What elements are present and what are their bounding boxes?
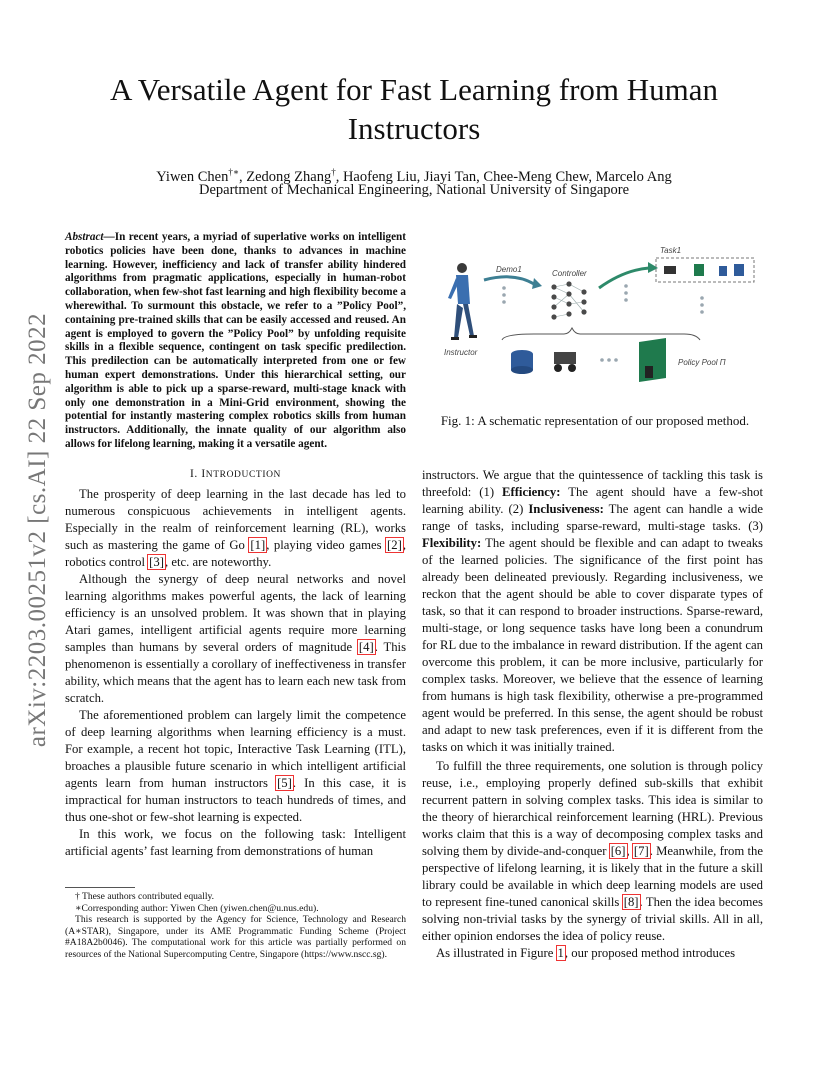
- citation-link[interactable]: [6]: [610, 844, 626, 858]
- task-skill-icons: [664, 264, 744, 276]
- bold-term-inclusiveness: Inclusiveness:: [528, 502, 604, 516]
- text-run: The agent can handle a wide range of tasks, including sparse-reward, multi-stage tasks. (3): [422, 502, 763, 533]
- text-run: . This phenomenon is essentially a corollary of ineffectiveness in transfer ability, which means that the agent has to learn each new task from scratch.: [65, 639, 407, 705]
- text-run: The agent should have a few-shot learning ability. (2): [422, 485, 763, 516]
- figure-caption: Fig. 1: A schematic representation of our proposed method.: [440, 413, 750, 428]
- text-run: ,: [626, 844, 633, 858]
- author-name: , Zedong Zhang: [238, 168, 332, 185]
- pool-brace: [502, 328, 700, 340]
- citation-link[interactable]: [5]: [277, 775, 292, 790]
- footnote-rule: [65, 887, 135, 888]
- author-name: Yiwen Chen: [156, 168, 229, 185]
- arxiv-identifier-text: arXiv:2203.00251v2 [cs.AI] 22 Sep 2022: [24, 312, 51, 748]
- demo-stack-dots: [502, 286, 506, 304]
- citation-link[interactable]: [1]: [250, 537, 266, 552]
- controller-nodes: [551, 281, 586, 319]
- right-paragraph-2: [422, 758, 763, 945]
- citation-link[interactable]: [7]: [633, 844, 649, 858]
- intro-paragraph-1: [65, 486, 406, 571]
- abstract-label: Abstract: [65, 231, 104, 243]
- figure-link[interactable]: 1: [557, 946, 564, 960]
- footnotes: [65, 887, 406, 961]
- citation-link[interactable]: [8]: [623, 895, 639, 909]
- intro-paragraph-4: In this work, we focus on the following task: Intelligent artificial agents’ fast learning from demonstrations of human: [65, 826, 406, 858]
- demo-arrow: [484, 277, 534, 284]
- section-heading-introduction: [65, 468, 406, 480]
- paper-title: A Versatile Agent for Fast Learning from Human Instructors: [109, 72, 719, 146]
- left-column: [65, 231, 406, 860]
- policy-pool-items: [511, 338, 666, 382]
- instructor-figure: [448, 263, 477, 340]
- citation-link[interactable]: [4]: [358, 639, 374, 654]
- section-heading-rest: NTRODUCTION: [205, 469, 282, 480]
- task-label: Task1: [660, 246, 682, 255]
- footnote-funding: This research is supported by the Agency for Science, Technology and Research (A∗STAR), Singapore, under its AME Programmatic Funding Scheme (Project #A18A2b0046). The computational work for this article was partially performed on resources of the National Supercomputing Centre, Singapore (https://www.nscc.sg).: [65, 914, 406, 960]
- text-run: . In this case, it is impractical for human instructors to teach hundreds of times, and thus one-shot or few-shot learning is expected.: [65, 775, 407, 824]
- text-run: , playing video games: [266, 537, 387, 552]
- author-names: , Haofeng Liu, Jiayi Tan, Chee-Meng Chew, Marcelo Ang: [335, 168, 672, 185]
- author-mark: †∗: [228, 167, 239, 177]
- right-paragraph-3: [422, 945, 763, 962]
- bold-term-efficiency: Efficiency:: [502, 485, 561, 499]
- section-numeral: I. I: [189, 467, 206, 480]
- abstract-text: —In recent years, a myriad of superlative works on intelligent robotics policies have been done, thanks to advances in machine learning. However, inefficiency and lack of transfer ability hindered algorithms from pragmatic applications, especially in human-robot collaboration, when few-shot fast learning and high flexibility become a wherewithal. To surmount this obstacle, we refer to a ”Policy Pool”, containing pre-trained skills that can be easily accessed and reused. An agent is employed to govern the ”Policy Pool” by unfolding requisite skills in a flexible sequence, contingent on task specific predilection. This predilection can be automatically interpreted from one or few human expert demonstrations. Under this hierarchical setting, our algorithm is able to pick up a sparse-reward, multi-stage knack with only one demonstration in a Mini-Grid environment, showing the potential for instantly mastering complex robotics skills from human instructors. Additionally, the innate quality of our algorithm also allows for lifelong learning, making it a versatile agent.: [65, 231, 406, 450]
- task-stack-dots: [700, 296, 704, 314]
- affiliation: Department of Mechanical Engineering, National University of Singapore: [198, 182, 630, 198]
- text-run: . Then the idea becomes solving non-trivial tasks by the synergy of trivial skills. All in all, either opinion endorses the idea of policy reuse.: [422, 895, 763, 943]
- text-run: The prosperity of deep learning in the last decade has led to numerous conspicuous achievements in intelligent agents. Especially in the realm of reinforcement learning (RL), works such as mastering the game of Go: [65, 486, 406, 552]
- intro-paragraph-2: [65, 571, 406, 707]
- text-run: , our proposed method introduces: [564, 946, 736, 960]
- demo-arrowhead: [532, 278, 542, 289]
- author-mark: †: [331, 167, 336, 177]
- demo-label: Demo1: [496, 265, 522, 274]
- text-run: The aforementioned problem can largely limit the competence of deep learning algorithms when learning efficiency is a must. For example, a recent hot topic, Interactive Task Learning (ITL), broaches a plausible future scenario in which intelligent artificial agents learn from human instructors: [65, 707, 406, 790]
- text-run: , robotics control: [65, 537, 406, 569]
- text-run: Although the synergy of deep neural networks and novel learning algorithms makes powerful agents, the lack of learning efficiency is an unsolved problem. It was shown that in playing Atari games, intelligent artificial agents require more learning samples than humans by several orders of magnitude: [65, 571, 406, 654]
- footnote-equal-contribution: † These authors contributed equally.: [75, 891, 215, 902]
- text-run: . Meanwhile, from the perspective of lifelong learning, it is likely that in the future a skill library could be available in which deep learning models are used to represent fine-tuned canonical skills: [422, 844, 763, 909]
- right-paragraph-1: [422, 467, 763, 756]
- controller-stack-dots: [624, 284, 628, 302]
- footnote-corresponding-author: ∗Corresponding author: Yiwen Chen (yiwen.chen@u.nus.edu).: [75, 902, 319, 914]
- text-run: As illustrated in Figure: [436, 946, 557, 960]
- text-run: The agent should be flexible and can adapt to tweaks of the learned policies. The significance of the first point has already been delineated previously. Regarding inclusiveness, we reckon that the agent should be able to cover disparate types of task, so that it can respond to broader instructions. Sparse-reward, multi-stage, or long sequence tasks have long been a conundrum for RL due to the imbalance in reward distribution. If the agent can overcome this problem, it can be more inclusive, particularly for complex tasks. Moreover, we believe that the essence of learning from humans is high task flexibility, otherwise a pre-programmed agent would be preferred. In this sense, the agent should be robust and adapt to new task preferences, even if it is different from the tasks on which it was initially trained.: [422, 536, 763, 754]
- abstract: [65, 231, 406, 452]
- citation-link[interactable]: [3]: [149, 554, 164, 569]
- task-arrow: [599, 268, 649, 288]
- arxiv-identifier: [18, 300, 58, 760]
- figure-schematic: [434, 242, 764, 392]
- policy-pool-label: Policy Pool Π: [678, 358, 726, 367]
- right-column: [422, 467, 763, 962]
- instructor-label: Instructor: [444, 348, 478, 357]
- bold-term-flexibility: Flexibility:: [422, 536, 482, 550]
- intro-paragraph-3: [65, 707, 406, 826]
- text-run: instructors. We argue that the quintessence of tackling this task is threefold: (1): [422, 468, 763, 499]
- controller-label: Controller: [552, 269, 587, 278]
- text-run: , etc. are noteworthy.: [164, 554, 272, 569]
- citation-link[interactable]: [2]: [387, 537, 402, 552]
- text-run: To fulfill the three requirements, one solution is through policy reuse, i.e., employing properly defined sub-skills that exhibit recurrent pattern in solving complex tasks. This idea is similar to the theory of hierarchical reinforcement learning (HRL). Previous works claim that this is a way of decomposing complex tasks and solving them by divide-and-conquer: [422, 759, 763, 858]
